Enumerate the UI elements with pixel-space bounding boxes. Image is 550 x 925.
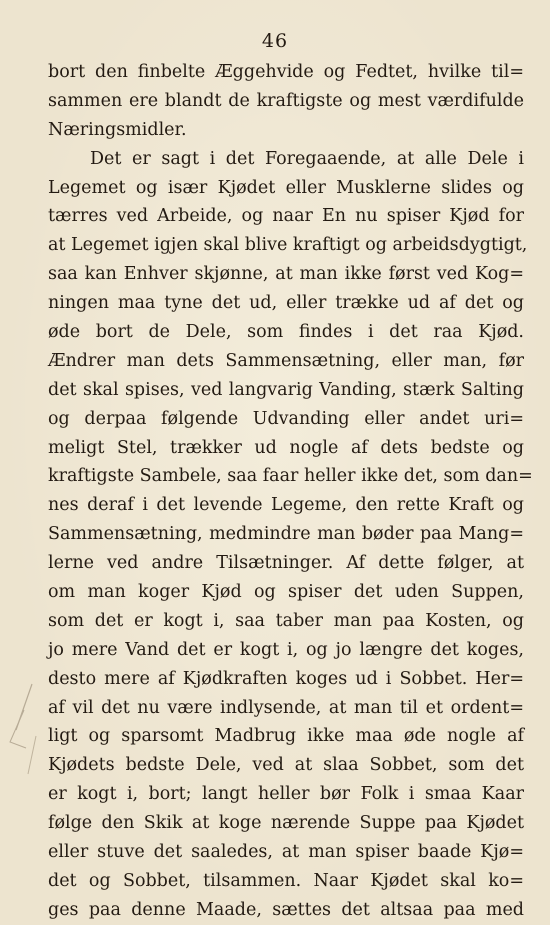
- text-line: ligt og sparsomt Madbrug ikke maa øde nogle af: [48, 726, 524, 747]
- text-line: Næringsmidler.: [48, 119, 187, 140]
- text-line: meligt Stel, trækker ud nogle af dets bedste og: [48, 437, 524, 458]
- text-line: bort den finbelte Æggehvide og Fedtet, hvilke til=: [48, 62, 524, 82]
- text-line: saa kan Enhver skjønne, at man ikke først ved Kog=: [48, 264, 524, 285]
- text-line: er kogt i, bort; langt heller bør Folk i smaa Kaar: [48, 784, 524, 805]
- text-line: eller stuve det saaledes, at man spiser baade Kjø=: [48, 842, 524, 863]
- text-line: det og Sobbet, tilsammen. Naar Kjødet skal ko=: [48, 870, 524, 891]
- text-line: jo mere Vand det er kogt i, og jo længre det koges,: [48, 639, 524, 660]
- text-line: ningen maa tyne det ud, eller trække ud af det og: [48, 293, 524, 314]
- pencil-margin-mark: [2, 670, 48, 790]
- text-line: ges paa denne Maade, sættes det altsaa paa med: [48, 899, 524, 920]
- text-line: Kjødets bedste Dele, ved at slaa Sobbet, som det: [48, 755, 524, 776]
- text-line: Det er sagt i det Foregaaende, at alle Dele i: [90, 148, 524, 169]
- text-line: kraftigste Sambele, saa faar heller ikke det, som dan=: [48, 466, 533, 487]
- text-line: følge den Skik at koge nærende Suppe paa Kjødet: [48, 813, 524, 834]
- text-line: det skal spises, ved langvarig Vanding, stærk Salting: [48, 379, 524, 400]
- text-line: desto mere af Kjødkraften koges ud i Sobbet. Her=: [48, 668, 524, 689]
- body-text: [48, 58, 533, 925]
- text-line: om man koger Kjød og spiser det uden Suppen,: [48, 582, 524, 603]
- text-line: af vil det nu være indlysende, at man til et ordent=: [48, 697, 524, 718]
- text-line: tærres ved Arbeide, og naar En nu spiser Kjød for: [48, 206, 524, 227]
- text-line: øde bort de Dele, som findes i det raa Kjød.: [48, 322, 524, 343]
- text-line: at Legemet igjen skal blive kraftigt og arbeidsdygtigt,: [48, 235, 528, 256]
- text-line: Ændrer man dets Sammensætning, eller man, før: [48, 350, 524, 371]
- text-line: Sammensætning, medmindre man bøder paa Mang=: [48, 524, 524, 545]
- text-line: som det er kogt i, saa taber man paa Kosten, og: [48, 610, 524, 631]
- text-line: sammen ere blandt de kraftigste og mest værdifulde: [48, 90, 524, 111]
- text-line: nes deraf i det levende Legeme, den rette Kraft og: [48, 495, 524, 516]
- text-line: lerne ved andre Tilsætninger. Af dette følger, at: [48, 553, 524, 574]
- text-line: Legemet og især Kjødet eller Musklerne slides og: [48, 177, 524, 198]
- page-number: 46: [261, 30, 289, 52]
- text-line: og derpaa følgende Udvanding eller andet uri=: [48, 408, 524, 429]
